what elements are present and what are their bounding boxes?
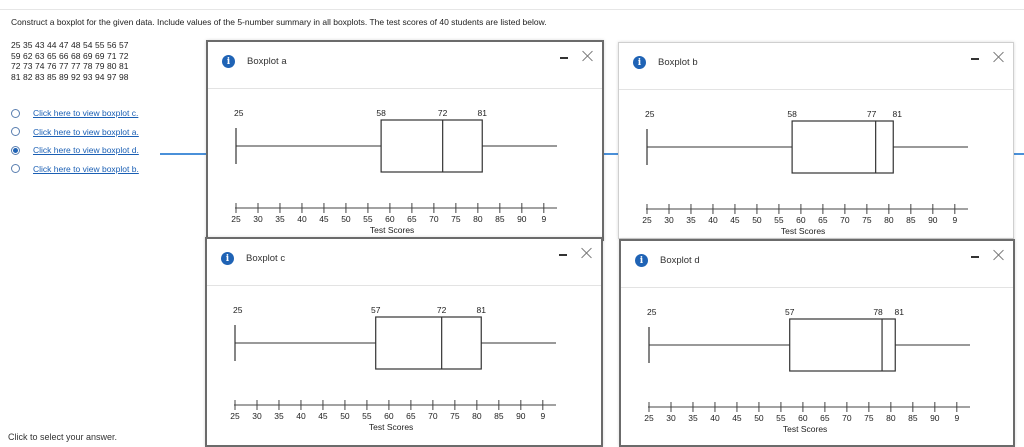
- x-tick-label: 90: [517, 214, 527, 224]
- question-text: Construct a boxplot for the given data. Include values of the 5-number summary in all boxplots. The test scores of 40 students are listed below.: [11, 17, 547, 27]
- x-tick-label: 85: [495, 214, 505, 224]
- answer-option[interactable]: [11, 141, 139, 160]
- boxplot-d-window[interactable]: [619, 239, 1015, 447]
- x-tick-label: 35: [274, 411, 284, 421]
- score-value: 62: [23, 50, 33, 61]
- score-value: 25: [11, 40, 21, 50]
- x-tick-label: 35: [275, 214, 285, 224]
- x-axis-title: Test Scores: [780, 226, 826, 236]
- score-row: [11, 51, 131, 62]
- x-tick-label: 75: [864, 413, 874, 423]
- summary-value-label: 81: [894, 307, 904, 317]
- score-value: 98: [119, 71, 129, 82]
- score-row: [11, 61, 131, 72]
- score-value: 79: [95, 61, 105, 71]
- x-tick-label: 65: [820, 413, 830, 423]
- x-tick-label: 90: [930, 413, 940, 423]
- boxplot-a-window[interactable]: [206, 40, 604, 241]
- score-value: 78: [83, 61, 93, 71]
- score-value: 47: [59, 40, 69, 50]
- info-icon: i: [633, 56, 646, 69]
- x-tick-label: 55: [362, 411, 372, 421]
- boxplot-b-window[interactable]: [618, 42, 1014, 239]
- score-value: 59: [11, 50, 21, 61]
- score-value: 74: [35, 61, 45, 71]
- score-value: 43: [35, 40, 45, 50]
- x-tick-label: 65: [406, 411, 416, 421]
- score-value: 81: [11, 71, 21, 82]
- radio-button[interactable]: [11, 146, 20, 155]
- summary-value-label: 57: [370, 305, 381, 315]
- x-tick-label: 70: [429, 214, 439, 224]
- x-tick-label: 65: [818, 215, 828, 225]
- view-boxplot-link[interactable]: Click here to view boxplot d.: [33, 145, 139, 156]
- score-row: [11, 40, 131, 51]
- info-icon: i: [222, 55, 235, 68]
- score-value: 55: [95, 40, 105, 50]
- x-tick-label: 35: [686, 215, 696, 225]
- score-value: 92: [71, 71, 81, 82]
- score-value: 76: [47, 61, 57, 71]
- top-divider: [0, 0, 1024, 10]
- answer-option[interactable]: [11, 104, 139, 123]
- score-value: 69: [83, 50, 93, 61]
- x-tick-label: 50: [341, 214, 351, 224]
- score-value: 71: [107, 50, 117, 61]
- x-tick-label: 9: [541, 214, 547, 224]
- x-tick-label: 35: [688, 413, 698, 423]
- selection-line: [160, 153, 208, 155]
- x-tick-label: 90: [928, 215, 938, 225]
- x-tick-label: 55: [776, 413, 786, 423]
- scores-table: [11, 40, 131, 82]
- summary-value-label: 81: [476, 305, 486, 315]
- summary-value-label: 78: [873, 307, 883, 317]
- boxplot-c-chart: [207, 239, 601, 445]
- score-value: 94: [95, 71, 105, 82]
- score-value: 81: [119, 61, 129, 71]
- answer-option[interactable]: [11, 123, 139, 142]
- x-tick-label: 80: [472, 411, 482, 421]
- boxplot-b-chart: [619, 43, 1013, 238]
- score-value: 35: [23, 40, 33, 50]
- window-title-text: Boxplot a: [247, 56, 287, 67]
- x-tick-label: 30: [664, 215, 674, 225]
- x-tick-label: 80: [473, 214, 483, 224]
- x-tick-label: 85: [906, 215, 916, 225]
- score-value: 73: [23, 61, 33, 71]
- x-tick-label: 25: [231, 214, 241, 224]
- x-tick-label: 25: [642, 215, 652, 225]
- x-tick-label: 25: [230, 411, 240, 421]
- score-value: 97: [107, 71, 117, 82]
- summary-value-label: 72: [436, 305, 447, 315]
- iqr-box: [792, 121, 893, 173]
- footer-instruction: Click to select your answer.: [8, 432, 118, 442]
- answer-options: [11, 104, 139, 178]
- summary-value-label: 57: [784, 307, 795, 317]
- summary-value-label: 77: [866, 109, 877, 119]
- x-tick-label: 60: [796, 215, 806, 225]
- x-tick-label: 80: [884, 215, 894, 225]
- score-value: 63: [35, 50, 45, 61]
- x-tick-label: 85: [908, 413, 918, 423]
- score-value: 54: [83, 40, 93, 50]
- x-tick-label: 70: [840, 215, 850, 225]
- x-tick-label: 45: [730, 215, 740, 225]
- x-tick-label: 30: [253, 214, 263, 224]
- summary-value-label: 25: [234, 108, 244, 118]
- radio-button[interactable]: [11, 164, 20, 173]
- x-tick-label: 55: [363, 214, 373, 224]
- score-value: 56: [107, 40, 117, 50]
- iqr-box: [376, 317, 482, 369]
- summary-value-label: 58: [787, 109, 797, 119]
- score-value: 44: [47, 40, 57, 50]
- x-tick-label: 25: [644, 413, 654, 423]
- score-value: 89: [59, 71, 69, 82]
- summary-value-label: 72: [437, 108, 448, 118]
- score-value: 85: [47, 71, 57, 82]
- x-axis-title: Test Scores: [368, 422, 414, 432]
- x-tick-label: 40: [296, 411, 306, 421]
- x-tick-label: 60: [798, 413, 808, 423]
- info-icon: i: [635, 254, 648, 267]
- iqr-box: [790, 319, 896, 371]
- x-axis-title: Test Scores: [369, 225, 415, 235]
- score-value: 72: [119, 50, 129, 61]
- x-axis-title: Test Scores: [782, 424, 828, 434]
- x-tick-label: 50: [752, 215, 762, 225]
- window-title-text: Boxplot c: [246, 253, 286, 264]
- x-tick-label: 40: [708, 215, 718, 225]
- score-value: 93: [83, 71, 93, 82]
- summary-value-label: 25: [233, 305, 243, 315]
- radio-button[interactable]: [11, 109, 20, 118]
- score-value: 80: [107, 61, 117, 71]
- view-boxplot-link[interactable]: Click here to view boxplot a.: [33, 126, 139, 137]
- x-tick-label: 70: [428, 411, 438, 421]
- score-value: 72: [11, 61, 21, 71]
- view-boxplot-link[interactable]: Click here to view boxplot b.: [33, 163, 139, 174]
- score-value: 82: [23, 71, 33, 82]
- x-tick-label: 75: [862, 215, 872, 225]
- summary-value-label: 58: [376, 108, 386, 118]
- radio-button[interactable]: [11, 127, 20, 136]
- x-tick-label: 75: [450, 411, 460, 421]
- x-tick-label: 40: [297, 214, 307, 224]
- x-tick-label: 40: [710, 413, 720, 423]
- score-value: 65: [47, 50, 57, 61]
- x-tick-label: 30: [666, 413, 676, 423]
- summary-value-label: 81: [477, 108, 487, 118]
- boxplot-a-chart: [208, 42, 602, 239]
- x-tick-label: 30: [252, 411, 262, 421]
- x-tick-label: 70: [842, 413, 852, 423]
- window-title-text: Boxplot d: [660, 255, 700, 266]
- x-tick-label: 9: [540, 411, 546, 421]
- score-value: 77: [71, 61, 81, 71]
- x-tick-label: 75: [451, 214, 461, 224]
- x-tick-label: 45: [319, 214, 329, 224]
- score-row: [11, 72, 131, 83]
- score-value: 48: [71, 40, 81, 50]
- x-tick-label: 80: [886, 413, 896, 423]
- summary-value-label: 25: [647, 307, 657, 317]
- x-tick-label: 45: [318, 411, 328, 421]
- x-tick-label: 9: [954, 413, 960, 423]
- view-boxplot-link[interactable]: Click here to view boxplot c.: [33, 108, 139, 119]
- answer-option[interactable]: [11, 160, 139, 179]
- summary-value-label: 81: [892, 109, 902, 119]
- x-tick-label: 50: [340, 411, 350, 421]
- x-tick-label: 90: [516, 411, 526, 421]
- x-tick-label: 85: [494, 411, 504, 421]
- x-tick-label: 9: [952, 215, 958, 225]
- x-tick-label: 65: [407, 214, 417, 224]
- x-tick-label: 50: [754, 413, 764, 423]
- boxplot-c-window[interactable]: [205, 237, 603, 447]
- summary-value-label: 25: [645, 109, 655, 119]
- score-value: 68: [71, 50, 81, 61]
- x-tick-label: 55: [774, 215, 784, 225]
- score-value: 77: [59, 61, 69, 71]
- boxplot-d-chart: [621, 241, 1013, 445]
- x-tick-label: 45: [732, 413, 742, 423]
- x-tick-label: 60: [384, 411, 394, 421]
- x-tick-label: 60: [385, 214, 395, 224]
- score-value: 57: [119, 40, 129, 50]
- iqr-box: [381, 120, 482, 172]
- score-value: 69: [95, 50, 105, 61]
- score-value: 66: [59, 50, 69, 61]
- info-icon: i: [221, 252, 234, 265]
- score-value: 83: [35, 71, 45, 82]
- window-title-text: Boxplot b: [658, 57, 698, 68]
